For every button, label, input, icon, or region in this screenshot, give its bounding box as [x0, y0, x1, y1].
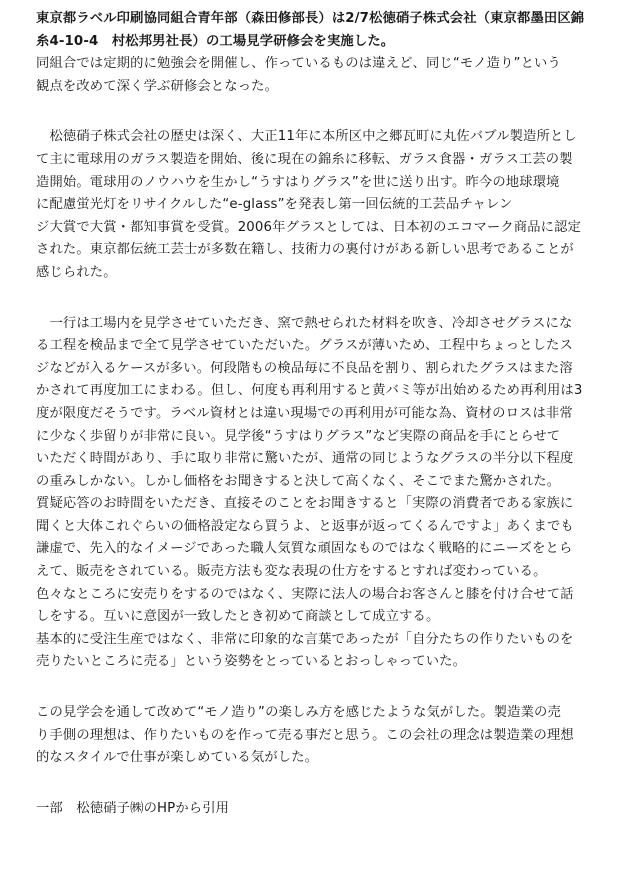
text-line: り手側の理想は、作りたいものを作って売る事だと思う。この会社の理念は製造業の理想 [36, 727, 574, 743]
text-line: 観点を改めて深く学ぶ研修会となった。 [36, 78, 279, 94]
text-line: て主に電球用のガラス製造を開始、後に現在の錦糸に移転、ガラス食器・ガラス工芸の製 [36, 151, 573, 167]
text-line: 基本的に受注生産ではなく、非常に印象的な言葉であったが「自分たちの作りたいものを [36, 631, 574, 647]
text-line: ジ大賞で大賞・都知事賞を受賞。2006年グラスとしては、日本初のエコマーク商品に認定 [36, 219, 582, 235]
text-line: 感じられた。 [36, 264, 117, 280]
text-line: 聞くと大体これぐらいの価格設定なら買うよ、と返事が返ってくるんですよ」あくまでも [36, 518, 574, 534]
text-line: この見学会を通して改めて“モノ造り”の楽しみ方を感じたような気がした。製造業の売 [36, 705, 561, 721]
text-line: 謙虚で、先入的なイメージであった職人気質な頑固なものではなく戦略的にニーズをとら [36, 541, 573, 557]
conclusion-paragraph [36, 702, 616, 770]
text-line: の重みしかない。しかし価格をお聞きすると決して高くなく、そこでまた驚かされた。 [36, 473, 561, 489]
source-footnote [36, 798, 616, 821]
text-line: 色々なところに安売りをするのではなく、実際に法人の場合お客さんと膝を付け合せて話 [36, 586, 574, 602]
text-line: 松徳硝子株式会社の歴史は深く、大正11年に本所区中之郷瓦町に丸佐バブル製造所とし [36, 129, 577, 145]
tour-paragraph [36, 313, 616, 675]
history-paragraph [36, 126, 616, 284]
text-line: 糸4-10-4 村松邦男社長）の工場見学研修会を実施した。 [36, 33, 395, 49]
text-line: された。東京都伝統工芸士が多数在籍し、技術力の裏付けがある新しい思考であることが [36, 242, 574, 258]
text-line: かされて再度加工にまわる。但し、何度も再利用すると黄バミ等が出始めるため再利用は3 [36, 383, 583, 399]
text-line: 売りたいところに売る」という姿勢をとっているとおっしゃっていた。 [36, 654, 467, 670]
text-line: いただく時間があり、手に取り非常に驚いたが、通常の同じようなグラスの半分以下程度 [36, 451, 574, 467]
document-page [36, 8, 616, 820]
text-line: 的なスタイルで仕事が楽しめている気がした。 [36, 750, 319, 766]
text-line: 造開始。電球用のノウハウを生かし“うすはりグラス”を世に送り出す。昨今の地球環境 [36, 174, 560, 190]
text-line: 度が限度だそうです。ラベル資材とは違い現場での再利用が可能な為、資材のロスは非常 [36, 405, 573, 421]
text-line: 同組合では定期的に勉強会を開催し、作っているものは違えど、同じ“モノ造り”という [36, 56, 561, 72]
text-line: 一部 松徳硝子㈱のHPから引用 [36, 800, 230, 816]
text-line: しをする。互いに意図が一致したとき初めて商談として成立する。 [36, 609, 440, 625]
text-line: に少なく歩留りが非常に良い。見学後“うすはりグラス”など実際の商品を手にとらせて [36, 428, 561, 444]
text-line: に配慮蛍光灯をリサイクルした“e-glass”を発表し第一回伝統的工芸品チャレン [36, 197, 513, 213]
text-line: 一行は工場内を見学させていただき、窯で熱せられた材料を吹き、冷却させグラスにな [36, 315, 573, 331]
intro-paragraph [36, 8, 616, 98]
text-line: る工程を検品まで全て見学させていただいた。グラスが薄いため、工程中ちょっとしたス [36, 338, 573, 354]
text-line: えて、販売をされている。販売方法も変な表現の仕方をするとすれば変わっている。 [36, 564, 547, 580]
text-line: 質疑応答のお時間をいただき、直接そのことをお聞きすると「実際の消費者である家族に [36, 496, 574, 512]
text-line: 東京都ラベル印刷協同組合青年部（森田修部長）は2/7松徳硝子株式会社（東京都墨田区錦 [36, 11, 585, 26]
text-line: ジなどが入るケースが多い。何段階もの検品毎に不良品を割り、割られたグラスはまた溶 [36, 360, 573, 376]
